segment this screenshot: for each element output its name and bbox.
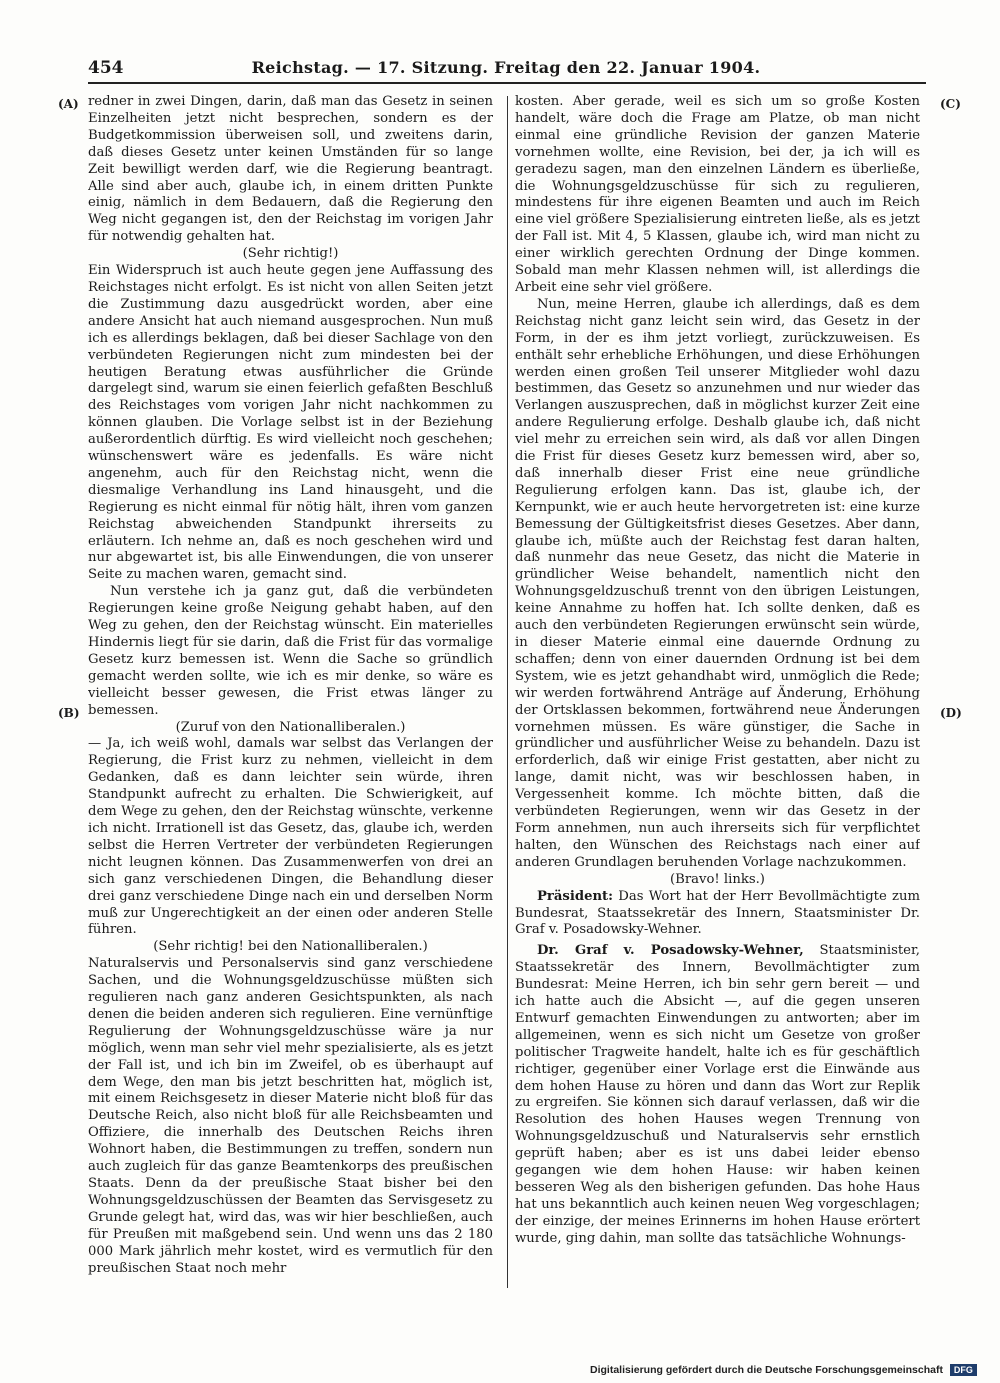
- margin-letter-b: (B): [58, 706, 80, 720]
- left-column: [88, 94, 493, 1292]
- speaker-label: Dr. Graf v. Posadowsky-Wehner,: [537, 943, 804, 959]
- speaker-text: Staatsminister, Staatssekretär des Innern, Bevollmächtigter zum Bundesrat: Meine Herren, ich bin sehr gern bereit — und ich hatte auch die Absicht —, auf die gegen unseren Entwurf gemachten Einwendungen zu antworten; aber im allgemeinen, wenn es sich nicht um Gesetze von großer politischer Tragweite handelt, halte ich es für geschäftlich richtiger, gegenüber einer Vorlage erst die Einwände aus dem hohen Hause zu hören und dann das Wort zur Replik zu ergreifen. Sie können sich darauf verlassen, daß wir die Resolution des hohen Hauses wegen Trennung von Wohnungsgeldzuschuß und Naturalservis sehr ernstlich geprüft haben; aber es ist uns dabei leider ebenso gegangen wie dem hohen Hause: wir haben keinen besseren Weg als den bisherigen gefunden. Das hohe Haus hat uns bekanntlich auch keinen neuen Weg vorgeschlagen; der einzige, der meines Erinnerns im hohen Hause erörtert wurde, ging dahin, man sollte das tatsächliche Wohnungs-: [515, 943, 920, 1246]
- speaker-text: Das Wort hat der Herr Bevollmächtigte zum Bundesrat, Staatssekretär des Innern, Staatsminister Dr. Graf v. Posadowsky-Wehner.: [515, 888, 920, 938]
- speaker-paragraph: [515, 889, 920, 940]
- margin-letter-a: (A): [58, 97, 79, 111]
- speaker-paragraph: [515, 943, 920, 1247]
- running-head: Reichstag. — 17. Sitzung. Freitag den 22. Januar 1904.: [251, 58, 761, 77]
- dfg-logo-icon: DFG: [950, 1364, 977, 1376]
- interjection: (Sehr richtig!): [242, 246, 339, 262]
- page-number: 454: [88, 58, 124, 78]
- interjection: (Zuruf von den Nationalliberalen.): [175, 719, 406, 735]
- paragraph: Nun verstehe ich ja ganz gut, daß die verbündeten Regierungen keine große Neigung gehabt haben, auf den Weg zu gehen, den der Reichstag wünscht. Ein materielles Hindernis liegt für sie darin, daß die Frist für das vormalige Gesetz kurz bemessen ist. Wenn die Sache so gründlich gemacht werden sollte, wie ich es mir denke, so wäre es vielleicht besser gewesen, die Frist etwas länger zu bemessen.: [88, 584, 493, 718]
- interjection: (Sehr richtig! bei den Nationalliberalen.): [153, 939, 428, 955]
- speaker-label: Präsident:: [537, 888, 614, 904]
- right-column: [515, 94, 920, 1292]
- interjection: (Bravo! links.): [670, 871, 765, 887]
- paragraph: Nun, meine Herren, glaube ich allerdings, daß es dem Reichstag nicht ganz leicht sein wird, das Gesetz in der Form, in der es ihm jetzt vorliegt, zurückzuweisen. Es enthält sehr erhebliche Erhöhungen, und diese Erhöhungen werden einen großen Teil unserer Mitglieder wohl dazu bestimmen, das Gesetz so anzunehmen und nur wieder das Verlangen auszusprechen, daß in möglichst kurzer Zeit eine andere Regulierung erfolge. Deshalb glaube ich, daß nicht viel mehr zu erreichen sein wird, als daß vor allen Dingen die Frist für dieses Gesetz kurz bemessen wird, aber so, daß innerhalb dieser Frist eine neue gründliche Regulierung erfolgen kann. Das ist, glaube ich, der Kernpunkt, wie er auch heute hervorgetreten ist: eine kurze Bemessung der Gültigkeitsfrist dieses Gesetzes. Aber dann, glaube ich, müßte auch der Reichstag fest daran halten, daß nunmehr das neue Gesetz, das nicht die Materie in gründlicher Weise behandelt, namentlich nicht den Wohnungsgeldzuschuß trennt von den übrigen Leistungen, keine Annahme zu hoffen hat. Ich sollte denken, daß es auch den verbündeten Regierungen erwünscht sein würde, in dieser Materie einmal eine dauernde Ordnung zu schaffen; denn von einer dauernden Ordnung ist bei dem System, wie es jetzt gehandhabt wird, unmöglich die Rede; wir werden fortwährend Anträge auf Änderung, Erhöhung der Ortsklassen bekommen, fortwährend neue Änderungen vornehmen müssen. Es wäre günstiger, die Sache in gründlicher und ausführlicher Weise zu behandeln. Dazu ist erforderlich, daß wir einige Frist gestatten, aber nicht zu lange, damit nicht, was wir beschlossen haben, in Vergessenheit komme. Ich möchte bitten, daß die verbündeten Regierungen, wenn wir das Gesetz in der Form annehmen, nun auch ihrerseits sich für verpflichtet halten, den Wünschen des Reichstags nach einer auf anderen Grundlagen beruhenden Vorlage nachzukommen.: [515, 296, 920, 870]
- footer: [590, 1364, 977, 1376]
- paragraph: redner in zwei Dingen, darin, daß man das Gesetz in seinen Einzelheiten jetzt nicht besprechen, sondern es der Budgetkommission überweisen soll, und zweitens darin, daß dieses Gesetz unter keinen Umständen für so lange Zeit bewilligt werden darf, wie die Regierung beantragt. Alle sind aber auch, glaube ich, in einem dritten Punkte einig, nämlich in dem Bedauern, daß die Regierung den Weg nicht gegangen ist, den der Reichstag im vorigen Jahr für notwendig gehalten hat.: [88, 94, 493, 245]
- page-header: [88, 58, 924, 82]
- footer-text: Digitalisierung gefördert durch die Deutsche Forschungsgemeinschaft: [590, 1364, 943, 1376]
- paragraph: Ein Widerspruch ist auch heute gegen jene Auffassung des Reichstages nicht erfolgt. Es ist nicht von allen Seiten jetzt die Zustimmung dazu ausgedrückt worden, aber eine andere Ansicht hat auch niemand ausgesprochen. Nun muß ich es allerdings beklagen, daß bei dieser Sachlage von den verbündeten Regierungen nicht zum mindesten bei der heutigen Beratung etwas ausführlicher die Gründe dargelegt sind, warum sie einen feierlich gefaßten Beschluß des Reichstages vom vorigen Jahr nicht nachkommen zu können glauben. Die Vorlage selbst ist in der Beziehung außerordentlich dürftig. Es wird vielleicht noch geschehen; wünschenswert wäre es jedenfalls. Es wäre nicht angenehm, auch für den Reichstag nicht, wenn die diesmalige Verhandlung ins Land hinausgeht, und die Regierung es nicht einmal für nötig hält, ihren vom ganzen Reichstag abweichenden Standpunkt ihrerseits zu erläutern. Ich nehme an, daß es noch geschehen wird und nur abgewartet ist, bis alle Einwendungen, die von unserer Seite zu machen waren, gemacht sind.: [88, 263, 493, 583]
- margin-letter-d: (D): [940, 706, 962, 720]
- paragraph: — Ja, ich weiß wohl, damals war selbst das Verlangen der Regierung, die Frist kurz zu nehmen, vielleicht in dem Gedanken, daß es dann leichter sein würde, ihren Standpunkt aufrecht zu erhalten. Die Schwierigkeit, auf dem Wege zu gehen, den der Reichstag wünschte, verkenne ich nicht. Irrationell ist das Gesetz, das, glaube ich, werden selbst die Herren Vertreter der verbündeten Regierungen nicht leugnen können. Das Zusammenwerfen von drei an sich ganz verschiedenen Dingen, die Behandlung dieser drei ganz verschiedene Dinge nach ein und derselben Norm muß zur Ungerechtigkeit an der einen oder anderen Stelle führen.: [88, 736, 493, 938]
- paragraph: Naturalservis und Personalservis sind ganz verschiedene Sachen, und die Wohnungsgeldzuschüsse müßten sich regulieren nach ganz anderen Gesichtspunkten, als nach denen die beiden anderen sich regulieren. Eine vernünftige Regulierung der Wohnungsgeldzuschüsse wäre ja nur möglich, wenn man sehr viel mehr spezialisierte, als es jetzt der Fall ist, und ich bin im Zweifel, ob es überhaupt auf dem Wege, den man bis jetzt beschritten hat, möglich ist, mit einem Reichsgesetz in dieser Materie nicht bloß für das Deutsche Reich, also nicht bloß für alle Reichsbeamten und Offiziere, die innerhalb des Deutschen Reichs ihren Wohnort haben, die Bestimmungen zu treffen, sondern nun auch zugleich für das ganze Beamtenkorps des preußischen Staats. Denn da der preußische Staat bisher bei den Wohnungsgeldzuschüssen der Beamten das Servisgesetz zu Grunde gelegt hat, wird das, was wir hier beschließen, auch für Preußen mit maßgebend sein. Und wenn uns das 2 180 000 Mark jährlich mehr kostet, wird es vermutlich für den preußischen Staat noch mehr: [88, 956, 493, 1276]
- margin-letter-c: (C): [940, 97, 961, 111]
- header-rule: [88, 82, 926, 84]
- column-divider: [507, 96, 508, 1288]
- paragraph: kosten. Aber gerade, weil es sich um so große Kosten handelt, wäre doch die Frage am Platze, ob man nicht einmal eine gründliche Revision der ganzen Materie vornehmen wollte, eine Revision, bei der, ja ich will es geradezu sagen, man den einzelnen Ländern es überließe, die Wohnungsgeldzuschüsse für sich zu regulieren, mindestens für ihre eigenen Beamten und auch im Reich eine viel größere Spezialisierung eintreten ließe, als es jetzt der Fall ist. Mit 4, 5 Klassen, glaube ich, wird man nicht zu einer wirklich gerechten Ordnung der Dinge kommen. Sobald man mehr Klassen nehmen will, ist allerdings die Arbeit eine sehr viel größere.: [515, 94, 920, 295]
